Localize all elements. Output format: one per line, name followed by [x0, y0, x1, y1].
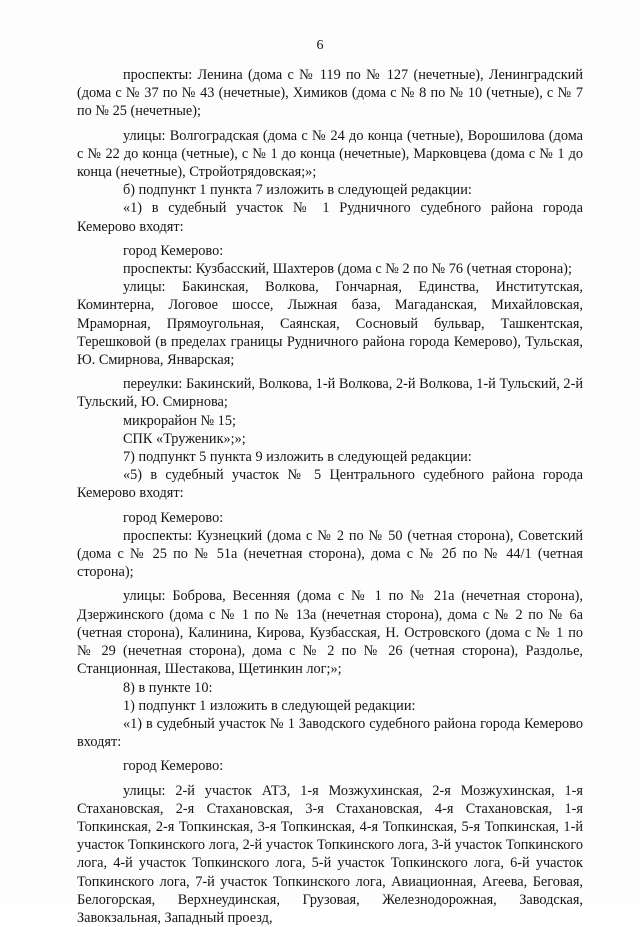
- document-body: [77, 66, 583, 927]
- paragraph-amendment-7: 7) подпункт 5 пункта 9 изложить в следующей редакции:: [123, 449, 472, 466]
- paragraph-zavodsky-district-1: «1) в судебный участок № 1 Заводского судебного района города Кемерово входят:: [77, 715, 583, 751]
- paragraph-amendment-6: б) подпункт 1 пункта 7 изложить в следующей редакции:: [123, 182, 472, 199]
- page-number: 6: [316, 38, 324, 53]
- paragraph-spk-truzhenik: СПК «Труженик»;»;: [123, 430, 246, 447]
- paragraph-city-kemerovo-2: город Кемерово:: [123, 509, 224, 526]
- paragraph-streets-volgogradskaya: улицы: Волгоградская (дома с № 24 до конца (четные), Ворошилова (дома с № 22 до конца (четные), с № 1 до конца (нечетные), Марковцева (дома с № 1 до конца (нечетные), Стройотрядовская;»;: [77, 127, 583, 181]
- paragraph-streets-bobrova: улицы: Боброва, Весенняя (дома с № 1 по № 21а (нечетная сторона), Дзержинского (дома с № 1 по № 13а (нечетная сторона), дома с № 2 по № 6а (четная сторона), Калинина, Кирова, Кузбасская, Н. Островского (дома с № 1 по № 29 (нечетная сторона), дома с № 2 по № 26 (четная сторона), Раздолье, Станционная, Шестакова, Щетинкин лог;»;: [77, 588, 583, 678]
- paragraph-rudnichny-district-1: «1) в судебный участок № 1 Рудничного судебного района города Кемерово входят:: [77, 200, 583, 235]
- paragraph-streets-atz: улицы: 2-й участок АТЗ, 1-я Мозжухинская, 2-я Мозжухинская, 1-я Стахановская, 2-я Стахановская, 3-я Стахановская, 4-я Стахановская, 1-я Топкинская, 2-я Топкинская, 3-я Топкинская, 4-я Топкинская, 5-я Топкинская, 1-й участок Топкинского лога, 2-й участок Топкинского лога, 3-й участок Топкинского лога, 4-й участок Топкинского лога, 5-й участок Топкинского лога, 6-й участок Топкинского лога, 7-й участок Топкинского лога, Авиационная, Агеева, Беговая, Белогорская, Верхнеудинская, Грузовая, Железнодорожная, Заводская, Завокзальная, Западный проезд,: [77, 782, 583, 926]
- paragraph-amendment-8: 8) в пункте 10:: [123, 679, 213, 696]
- paragraph-lanes-bakinsky: переулки: Бакинский, Волкова, 1-й Волкова, 2-й Волкова, 1-й Тульский, 2-й Тульский, Ю. Смирнова;: [77, 376, 583, 411]
- paragraph-microdistrict-15: микрорайон № 15;: [123, 412, 236, 429]
- paragraph-prospects-kuznetsky: проспекты: Кузнецкий (дома с № 2 по № 50 (четная сторона), Советский (дома с № 25 по № 51а (нечетная сторона), дома с № 2б по № 44/1 (четная сторона);: [77, 527, 583, 581]
- paragraph-streets-bakinskaya: улицы: Бакинская, Волкова, Гончарная, Единства, Институтская, Коминтерна, Логовое шоссе, Лыжная база, Магаданская, Михайловская, Мраморная, Прямоугольная, Саянская, Сосновый бульвар, Ташкентская, Терешковой (в пределах границы Рудничного района города Кемерово), Тульская, Ю. Смирнова, Январская;: [77, 279, 583, 369]
- paragraph-city-kemerovo: город Кемерово:: [123, 242, 224, 259]
- paragraph-prospects-kuzbassky: проспекты: Кузбасский, Шахтеров (дома с № 2 по № 76 (четная сторона);: [123, 261, 572, 278]
- paragraph-city-kemerovo-3: город Кемерово:: [123, 758, 224, 775]
- paragraph-subpoint-1: 1) подпункт 1 изложить в следующей редакции:: [123, 697, 416, 714]
- paragraph-central-district-5: «5) в судебный участок № 5 Центрального судебного района города Кемерово входят:: [77, 467, 583, 502]
- paragraph-prospects-lenina: проспекты: Ленина (дома с № 119 по № 127 (нечетные), Ленинградский (дома с № 37 по № 43 (нечетные), Химиков (дома с № 8 по № 10 (четные), с № 7 по № 25 (нечетные);: [77, 67, 583, 120]
